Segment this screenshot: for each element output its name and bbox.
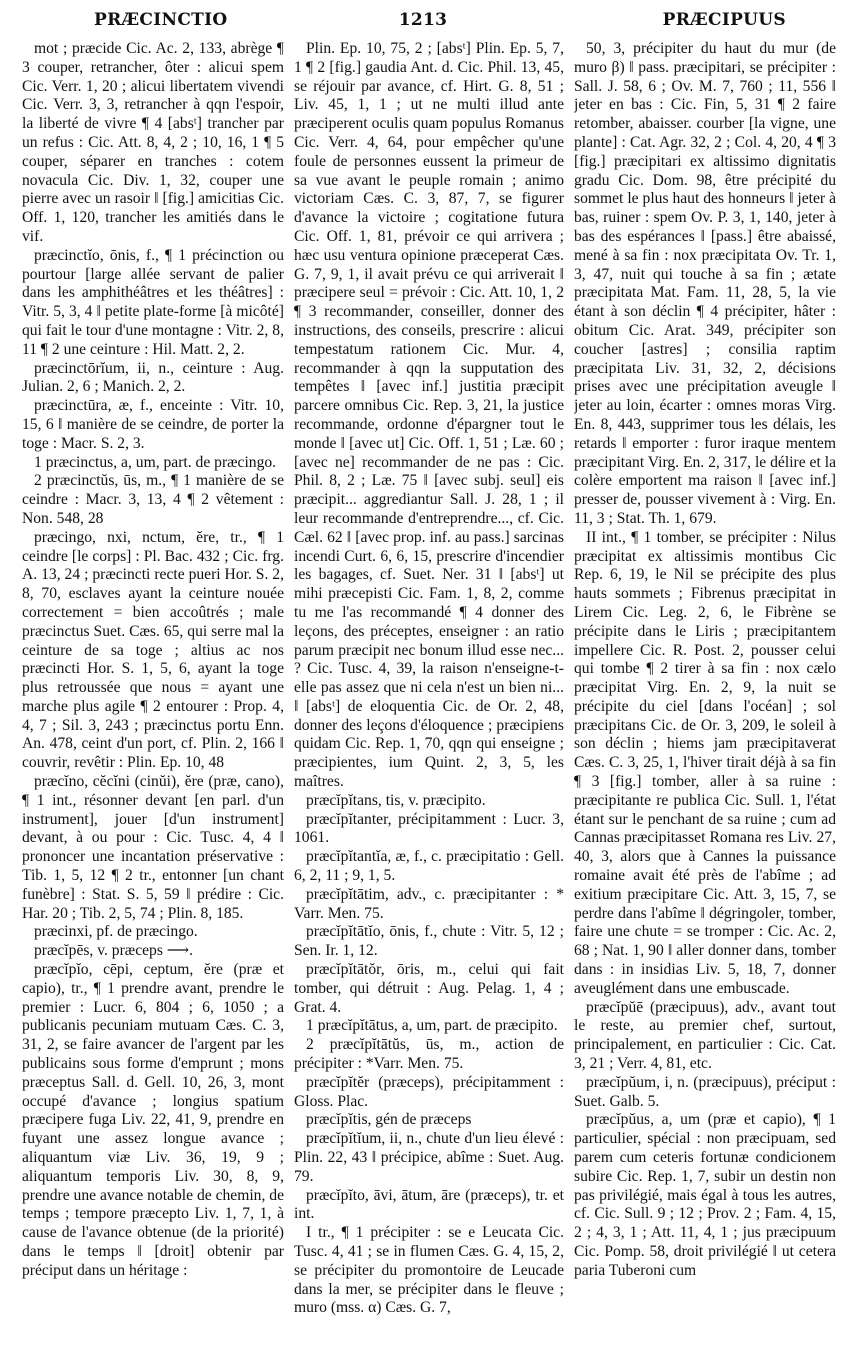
dictionary-entry: mot ; præcide Cic. Ac. 2, 133, abrège ¶ 3 couper, retrancher, ôter : alicui spem Cic. Verr. 1, 20 ; alicui libertatem vivendi Cic. Verr. 3, 3, retrancher à qqn l'espoir, la liberté de vivre ¶ 4 [absᵗ] trancher par un refus : Cic. Att. 8, 4, 2 ; 10, 16, 1 ¶ 5 couper, séparer en tranches : cotem novacula Cic. Div. 1, 32, couper une pierre avec un rasoir ‖ [fig.] amicitias Cic. Off. 1, 120, trancher les amitiés dans le vif.	[22, 40, 284, 245]
dictionary-entry: II int., ¶ 1 tomber, se précipiter : Nilus præcipitat ex altissimis montibus Cic Rep. 6, 19, le Nil se précipite des plus hauts sommets ; Fibrenus præcipitat in Lirem Cic. Leg. 2, 6, le Fibrène se précipite dans le Liris ; præcipitantem impellere Cic. R. Post. 2, pousser celui qui tombe ¶ 2 tirer à sa fin : nox cælo præcipitat Virg. En. 2, 9, la nuit se précipite du ciel [dans l'océan] ; sol præcipitans Cic. de Or. 3, 209, le soleil à son déclin ; hiems jam præcipitaverat Cæs. C. 3, 25, 1, l'hiver tirait déjà à sa fin ¶ 3 [fig.] tomber, aller à sa ruine : præcipitante re publica Cic. Sull. 1, l'état étant sur le penchant de sa ruine ; cum ad Cannas præcipitasset Romana res Liv. 27, 40, 3, alors que à Cannes la puissance romaine avait été près de l'abîme ; ad exitium præcipitare Cic. Att. 3, 15, 7, se perdre dans l'abîme ‖ dégringoler, tomber, faire une chute = se tromper : Cic. Ac. 2, 68 ; Nat. 1, 90 ‖ aller donner dans, tomber dans : in insidias Liv. 5, 18, 7, donner aveuglément dans une embuscade.	[574, 528, 836, 997]
dictionary-entry: 50, 3, précipiter du haut du mur (de muro β) ‖ pass. præcipitari, se précipiter : Sall. J. 58, 6 ; Ov. M. 7, 760 ; 11, 556 ‖ jeter en bas : Cic. Fin, 5, 31 ¶ 2 faire retomber, abaisser. courber [la vigne, une plante] : Cat. Agr. 32, 2 ; Col. 4, 20, 4 ¶ 3 [fig.] præcipitari ex altissimo dignitatis gradu Cic. Dom. 98, être précipité du sommet le plus haut des honneurs ‖ jeter à bas, ruiner : spem Ov. P. 3, 1, 140, jeter à bas des espérances ‖ [pass.] être abaissé, mené à sa fin : nox præcipitata Ov. Tr. 1, 3, 47, nuit qui touche à sa fin ; ætate præcipitata Mat. Fam. 11, 28, 5, la vie étant à son déclin ¶ 4 précipiter, hâter : obitum Cic. Arat. 349, précipiter son coucher [astres] ; consilia raptim præcipitata Liv. 31, 32, 2, décisions prises avec une précipitation aveugle ‖ jeter au loin, écarter : omnes moras Virg. En. 8, 443, supprimer tous les délais, les retards ‖ emporter : furor iraque mentem præcipitant Virg. En. 2, 317, le délire et la colère emportent ma raison ‖ [avec inf.] presser de, pousser vivement à : Virg. En. 11, 3 ; Stat. Th. 1, 679.	[574, 40, 836, 527]
dictionary-entry: præcĭno, cĕcĭni (cinŭi), ĕre (præ, cano), ¶ 1 int., résonner devant [en parl. d'un instrument], jouer [d'un instrument] devant, à ou pour : Cic. Tusc. 4, 4 ‖ prononcer une incantation préservative : Tib. 1, 5, 12 ¶ 2 tr., entonner [un chant funèbre] : Stat. S. 5, 59 ‖ prédire : Cic. Har. 20 ; Tib. 2, 5, 74 ; Plin. 8, 185.	[22, 773, 284, 922]
dictionary-entry: præcĭpĭtātŏr, ōris, m., celui qui fait tomber, qui détruit : Aug. Pelag. 1, 4 ; Grat. 4.	[294, 961, 564, 1016]
dictionary-entry: præcinctōrĭum, ii, n., ceinture : Aug. Julian. 2, 6 ; Manich. 2, 2.	[22, 359, 284, 396]
dictionary-entry: præcĭpĭtanter, précipitamment : Lucr. 3, 1061.	[294, 810, 564, 847]
dictionary-entry: præcĭpĭo, cēpi, ceptum, ĕre (præ et capio), tr., ¶ 1 prendre avant, prendre le premier : Lucr. 6, 804 ; 6, 1050 ; a publicanis pecuniam mutuam Cæs. C. 3, 31, 2, se faire avancer de l'argent par les publicains sous forme d'emprunt ; mons præceptus Sall. d. Gell. 10, 26, 3, mont occupé d'avance ; longius spatium præcipere fuga Liv. 22, 41, 9, prendre en fuyant une assez longue avance ; aliquantum viæ Liv. 36, 19, 9 ; aliquantum temporis Liv. 30, 8, 9, prendre une avance notable de chemin, de temps ; tempore præcepto Liv. 1, 7, 1, à cause de l'avance obtenue (de la priorité) dans le temps ‖ [droit] obtenir par préciput dans un héritage :	[22, 961, 284, 1279]
dictionary-entry: 1 præcĭpĭtātus, a, um, part. de præcipito.	[306, 1017, 558, 1035]
dictionary-entry: præcĭpŭē (præcipuus), adv., avant tout le reste, au premier chef, surtout, principalement, en particulier : Cic. Cat. 3, 21 ; Verr. 4, 81, etc.	[574, 998, 836, 1073]
dictionary-entry: præcinxi, pf. de præcingo.	[34, 923, 198, 941]
page-body	[22, 40, 836, 1350]
page-number: 1213	[398, 10, 448, 30]
dictionary-entry: præcĭpĭtans, tis, v. præcipito.	[306, 791, 486, 809]
dictionary-entry: præcĭpĭtātĭo, ōnis, f., chute : Vitr. 5, 12 ; Sen. Ir. 1, 12.	[294, 923, 564, 960]
column-1	[22, 40, 284, 1350]
dictionary-entry: præcĭpĭtātim, adv., c. præcipitanter : * Varr. Men. 75.	[294, 885, 564, 922]
dictionary-entry: præcĭpĭtĕr (præceps), précipitamment : Gloss. Plac.	[294, 1073, 564, 1110]
running-head-right: PRÆCIPUUS	[662, 10, 786, 30]
dictionary-entry: præcĭpĭtis, gén de præceps	[306, 1111, 472, 1129]
dictionary-entry: præcĭpēs, v. præceps ⟶.	[34, 942, 194, 960]
dictionary-entry: præcĭpĭtantĭa, æ, f., c. præcipitatio : Gell. 6, 2, 11 ; 9, 1, 5.	[294, 848, 564, 885]
dictionary-entry: I tr., ¶ 1 précipiter : se e Leucata Cic. Tusc. 4, 41 ; se in flumen Cæs. G. 4, 15, 2, se précipiter du promontoire de Leucade dans la mer, se précipiter dans le fleuve ; muro (mss. α) Cæs. G. 7,	[294, 1224, 564, 1317]
dictionary-entry: Plin. Ep. 10, 75, 2 ; [absᵗ] Plin. Ep. 5, 7, 1 ¶ 2 [fig.] gaudia Ant. d. Cic. Phil. 13, 45, se réjouir par avance, cf. Hirt. G. 8, 51 ; Liv. 45, 1, 1 ; ut ne multi illud ante præciperent oculis quam populus Romanus Cic. Verr. 4, 64, pour empêcher qu'une foule de personnes eussent la primeur de sa vue avant le peuple romain ; animo victoriam Cæs. C. 3, 87, 7, se figurer d'avance la victoire ; cogitatione futura Cic. Off. 1, 81, prévoir ce qui arrivera ; hæc usu ventura opinione præceperat Cæs. G. 7, 9, 1, il avait prévu ce qui arriverait ‖ præcipere seul = prévoir : Cic. Att. 10, 1, 2 ¶ 3 recommander, conseiller, donner des instructions, des conseils, prescrire : alicui tempestatum rationem Cic. Mur. 4, recommander à qqn la supputation des tempêtes ‖ [avec inf.] justitia præcipit parcere omnibus Cic. Rep. 3, 21, la justice recommande, ordonne d'épargner tout le monde ‖ [avec ut] Cic. Off. 1, 51 ; Læ. 60 ; [avec ne] recommander de ne pas : Cic. Phil. 8, 2 ; Læ. 75 ‖ [avec subj. seul] eis præcipit... aggrediantur Sall. J. 28, 1 ; il leur recommande d'entreprendre..., cf. Cic. Cæl. 62 ‖ [avec prop. inf. au pass.] sarcinas incendi Curt. 6, 6, 15, prescrire d'incendier les bagages, cf. Suet. Ner. 31 ‖ [absᵗ] ut mihi præcepisti Cic. Fam. 1, 8, 2, comme tu me l'as recommandé ¶ 4 donner des leçons, des préceptes, enseigner : an ratio parum præcipit nec bonum illud esse nec... ? Cic. Tusc. 4, 39, la raison n'enseigne-t-elle pas assez que ni cela n'est un bien ni... ‖ [absᵗ] de eloquentia Cic. de Or. 2, 48, donner des leçons d'éloquence ; præcipiens quidam Cic. Rep. 1, 70, qqn qui enseigne ; præcipientes, ium Quint. 2, 3, 5, les maîtres.	[294, 40, 564, 791]
dictionary-entry: præcinctĭo, ōnis, f., ¶ 1 précinction ou pourtour [large allée servant de palier dans les amphithéâtres et les théâtres] : Vitr. 5, 3, 4 ‖ petite plate-forme [à micôté] qui fait le tour d'une montagne : Vitr. 2, 8, 11 ¶ 2 une ceinture : Hil. Matt. 2, 2.	[22, 246, 284, 358]
dictionary-entry: præcingo, nxi, nctum, ĕre, tr., ¶ 1 ceindre [le corps] : Pl. Bac. 432 ; Cic. frg. A. 13, 24 ; præcincti recte pueri Hor. S. 2, 8, 70, esclaves ayant la ceinture nouée correctement = bien accoûtrés ; male præcinctus Suet. Cæs. 65, qui serre mal la ceinture de sa toge ; altius ac nos præcincti Hor. S. 1, 5, 6, ayant la toge plus retroussée que nous = ayant une marche plus agile ¶ 2 entourer : Prop. 4, 4, 7 ; Sil. 3, 243 ; præcinctus portu Enn. An. 478, ceint d'un port, cf. Plin. 2, 166 ‖ couvrir, revêtir : Plin. Ep. 10, 48	[22, 528, 284, 772]
dictionary-entry: 2 præcinctŭs, ūs, m., ¶ 1 manière de se ceindre : Macr. 3, 13, 4 ¶ 2 vêtement : Non. 548, 28	[22, 472, 284, 527]
running-head-left: PRÆCINCTIO	[94, 10, 228, 30]
dictionary-entry: præcĭpŭum, i, n. (præcipuus), préciput : Suet. Galb. 5.	[574, 1073, 836, 1110]
dictionary-entry: præcĭpĭto, āvi, ātum, āre (præceps), tr. et int.	[294, 1186, 564, 1223]
dictionary-entry: præcĭpĭtĭum, ii, n., chute d'un lieu élevé : Plin. 22, 43 ‖ précipice, abîme : Suet. Aug. 79.	[294, 1130, 564, 1185]
dictionary-entry: præcĭpŭus, a, um (præ et capio), ¶ 1 particulier, spécial : non præcipuam, sed parem cum ceteris fortunæ condicionem subire Cic. Rep. 1, 7, subir un destin non pas privilégié, mais égal à tous les autres, cf. Cic. Sull. 9 ; 12 ; Prov. 2 ; Fam. 4, 15, 2 ; 4, 3, 1 ; Att. 11, 4, 1 ; jus præcipuum Cic. Pomp. 58, droit privilégié ‖ ut cetera paria Tuberoni cum	[574, 1111, 836, 1279]
column-2	[294, 40, 564, 1350]
dictionary-entry: 2 præcĭpĭtātŭs, ūs, m., action de précipiter : *Varr. Men. 75.	[294, 1036, 564, 1073]
column-3	[574, 40, 836, 1350]
dictionary-entry: 1 præcinctus, a, um, part. de præcingo.	[34, 453, 277, 471]
dictionary-entry: præcinctūra, æ, f., enceinte : Vitr. 10, 15, 6 ‖ manière de se ceindre, de porter la toge : Macr. S. 2, 3.	[22, 397, 284, 452]
page-header	[20, 6, 826, 38]
